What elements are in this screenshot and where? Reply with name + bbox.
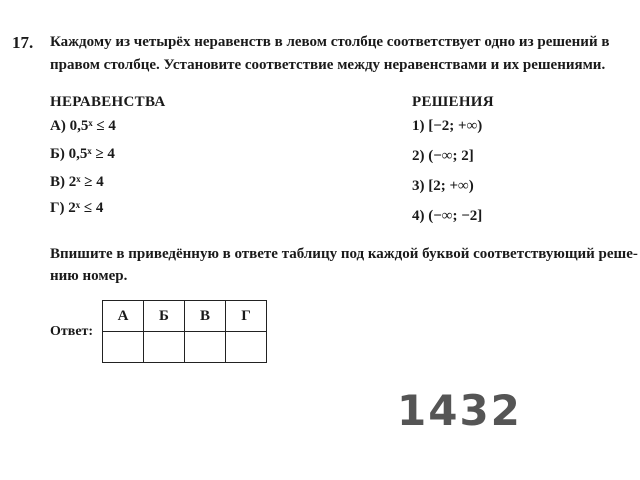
inequality-g: Г) 2ˣ ≤ 4 xyxy=(50,200,104,216)
solution-2: 2) (−∞; 2] xyxy=(412,148,474,164)
solution-1: 1) [−2; +∞) xyxy=(412,118,483,134)
inequalities-header: НЕРАВЕНСТВА xyxy=(50,94,166,110)
answer-overlay: 1432 xyxy=(397,386,522,435)
inequality-b: Б) 0,5ˣ ≥ 4 xyxy=(50,146,115,162)
task-text-line-1: Каждому из четырёх неравенств в левом столбце соответствует одно из решений в xyxy=(50,34,610,50)
answer-letter-g: Г xyxy=(226,301,267,332)
solution-3: 3) [2; +∞) xyxy=(412,178,474,194)
instruction-line-1: Впишите в приведённую в ответе таблицу под каждой буквой соответствующий реше- xyxy=(50,246,638,262)
answer-cell-a[interactable] xyxy=(103,332,144,363)
answer-label: Ответ: xyxy=(50,324,94,339)
task-text-line-2: правом столбце. Установите соответствие между неравенствами и их решениями. xyxy=(50,57,606,73)
answer-letter-b: Б xyxy=(144,301,185,332)
answer-table xyxy=(102,300,267,363)
task-number: 17. xyxy=(12,33,34,52)
answer-letter-a: А xyxy=(103,301,144,332)
instruction-line-2: нию номер. xyxy=(50,268,128,284)
answer-cell-b[interactable] xyxy=(144,332,185,363)
solution-4: 4) (−∞; −2] xyxy=(412,208,483,224)
inequality-a: А) 0,5ˣ ≤ 4 xyxy=(50,118,116,134)
answer-letter-v: В xyxy=(185,301,226,332)
solutions-header: РЕШЕНИЯ xyxy=(412,94,494,110)
answer-table-header-row xyxy=(103,301,267,332)
answer-cell-g[interactable] xyxy=(226,332,267,363)
inequality-v: В) 2ˣ ≥ 4 xyxy=(50,174,104,190)
answer-cell-v[interactable] xyxy=(185,332,226,363)
answer-table-input-row xyxy=(103,332,267,363)
